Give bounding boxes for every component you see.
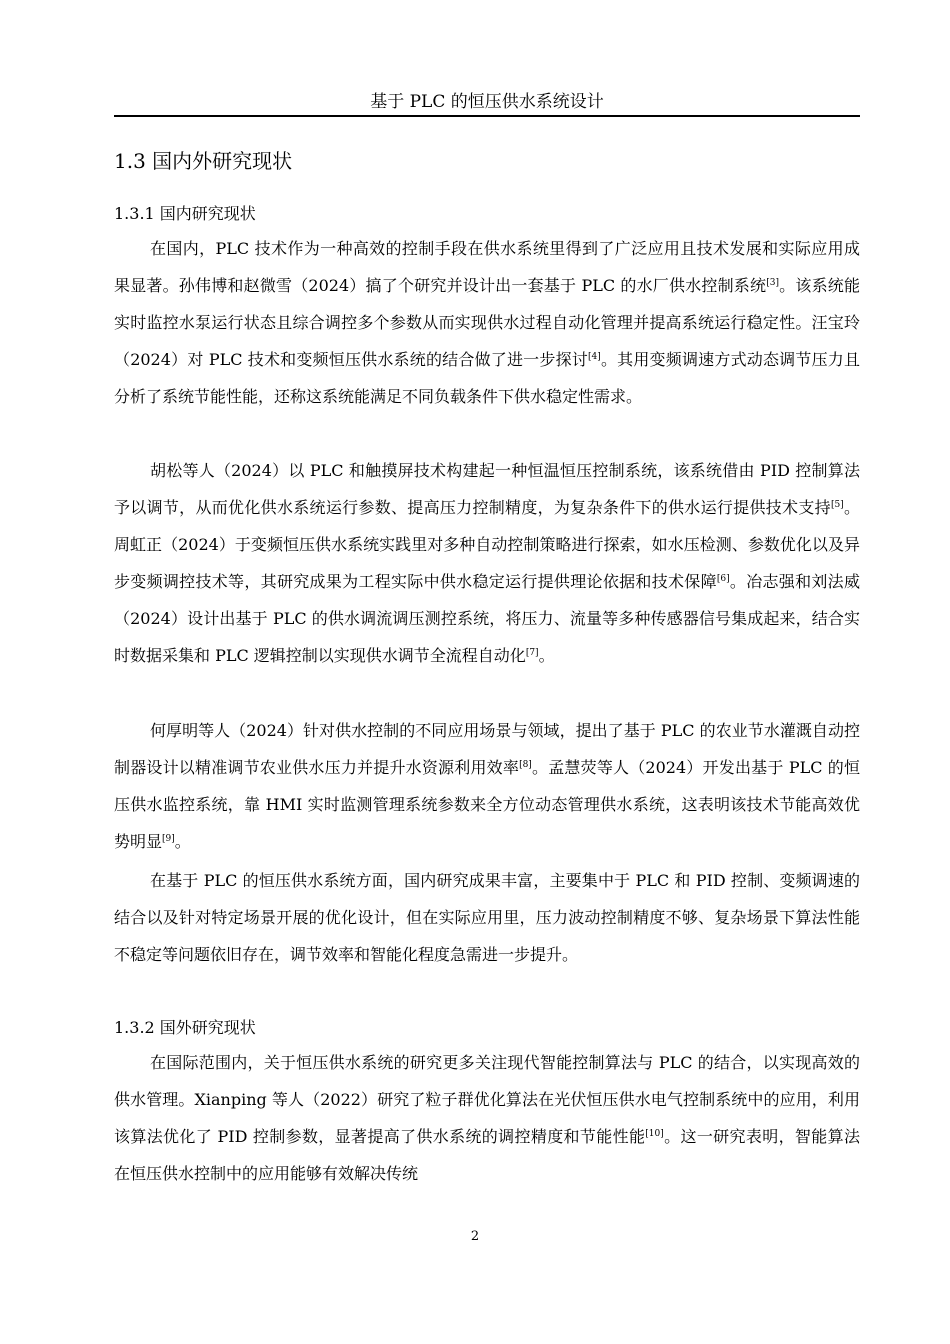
citation-ref[interactable]: [9]: [162, 834, 175, 844]
page-number: 2: [470, 1229, 480, 1244]
citation-ref[interactable]: [10]: [645, 1129, 664, 1139]
citation-ref[interactable]: [6]: [716, 574, 730, 584]
citation-ref[interactable]: [4]: [588, 352, 601, 362]
paragraph-1: 在国内，PLC 技术作为一种高效的控制手段在供水系统里得到了广泛应用且技术发展和实际应用成果显著。孙伟博和赵微雪（2024）搞了个研究并设计出一套基于 PLC 的水厂供水控制系统[3]。该系统能实时监控水泵运行状态且综合调控多个参数从而实现供水过程自动化管理并提高系统运行稳定性。汪宝玲（2024）对 PLC 技术和变频恒压供水系统的结合做了进一步探讨[4]。其用变频调速方式动态调节压力且分析了系统节能性能，还称这系统能满足不同负载条件下供水稳定性需求。: [114, 239, 860, 406]
citation-ref[interactable]: [3]: [766, 278, 779, 288]
paragraph-3: 何厚明等人（2024）针对供水控制的不同应用场景与领域，提出了基于 PLC 的农业节水灌溉自动控制器设计以精准调节农业供水压力并提升水资源利用效率[8]。孟慧荧等人（2024）开发出基于 PLC 的恒压供水监控系统，靠 HMI 实时监测管理系统参数来全方位动态管理供水系统，这表明该技术节能高效优势明显[9]。: [114, 721, 860, 851]
paragraph-2: 胡松等人（2024）以 PLC 和触摸屏技术构建起一种恒温恒压控制系统，该系统借由 PID 控制算法予以调节，从而优化供水系统运行参数、提高压力控制精度，为复杂条件下的供水运行提供技术支持[5]。周虹正（2024）于变频恒压供水系统实践里对多种自动控制策略进行探索，如水压检测、参数优化以及异步变频调控技术等，其研究成果为工程实际中供水稳定运行提供理论依据和技术保障[6]。冶志强和刘法威（2024）设计出基于 PLC 的供水调流调压测控系统，将压力、流量等多种传感器信号集成起来，结合实时数据采集和 PLC 逻辑控制以实现供水调节全流程自动化[7]。: [114, 461, 860, 665]
paragraph-5: 在国际范围内，关于恒压供水系统的研究更多关注现代智能控制算法与 PLC 的结合，以实现高效的供水管理。Xianping 等人（2022）研究了粒子群优化算法在光伏恒压供水电气控制系统中的应用，利用该算法优化了 PID 控制参数，显著提高了供水系统的调控精度和节能性能[10]。这一研究表明，智能算法在恒压供水控制中的应用能够有效解决传统: [114, 1053, 860, 1183]
header-rule: [114, 115, 860, 117]
citation-ref[interactable]: [7]: [525, 648, 539, 658]
citation-ref[interactable]: [5]: [830, 500, 844, 510]
subsection-title-international: 1.3.2 国外研究现状: [114, 1018, 256, 1037]
subsection-title-domestic: 1.3.1 国内研究现状: [114, 204, 256, 223]
paragraph-4: 在基于 PLC 的恒压供水系统方面，国内研究成果丰富，主要集中于 PLC 和 PID 控制、变频调速的结合以及针对特定场景开展的优化设计，但在实际应用里，压力波动控制精度不够、复杂场景下算法性能不稳定等问题依旧存在，调节效率和智能化程度急需进一步提升。: [114, 871, 860, 964]
citation-ref[interactable]: [8]: [519, 760, 532, 770]
section-title: 1.3 国内外研究现状: [114, 149, 293, 173]
running-header: 基于 PLC 的恒压供水系统设计: [370, 92, 604, 112]
